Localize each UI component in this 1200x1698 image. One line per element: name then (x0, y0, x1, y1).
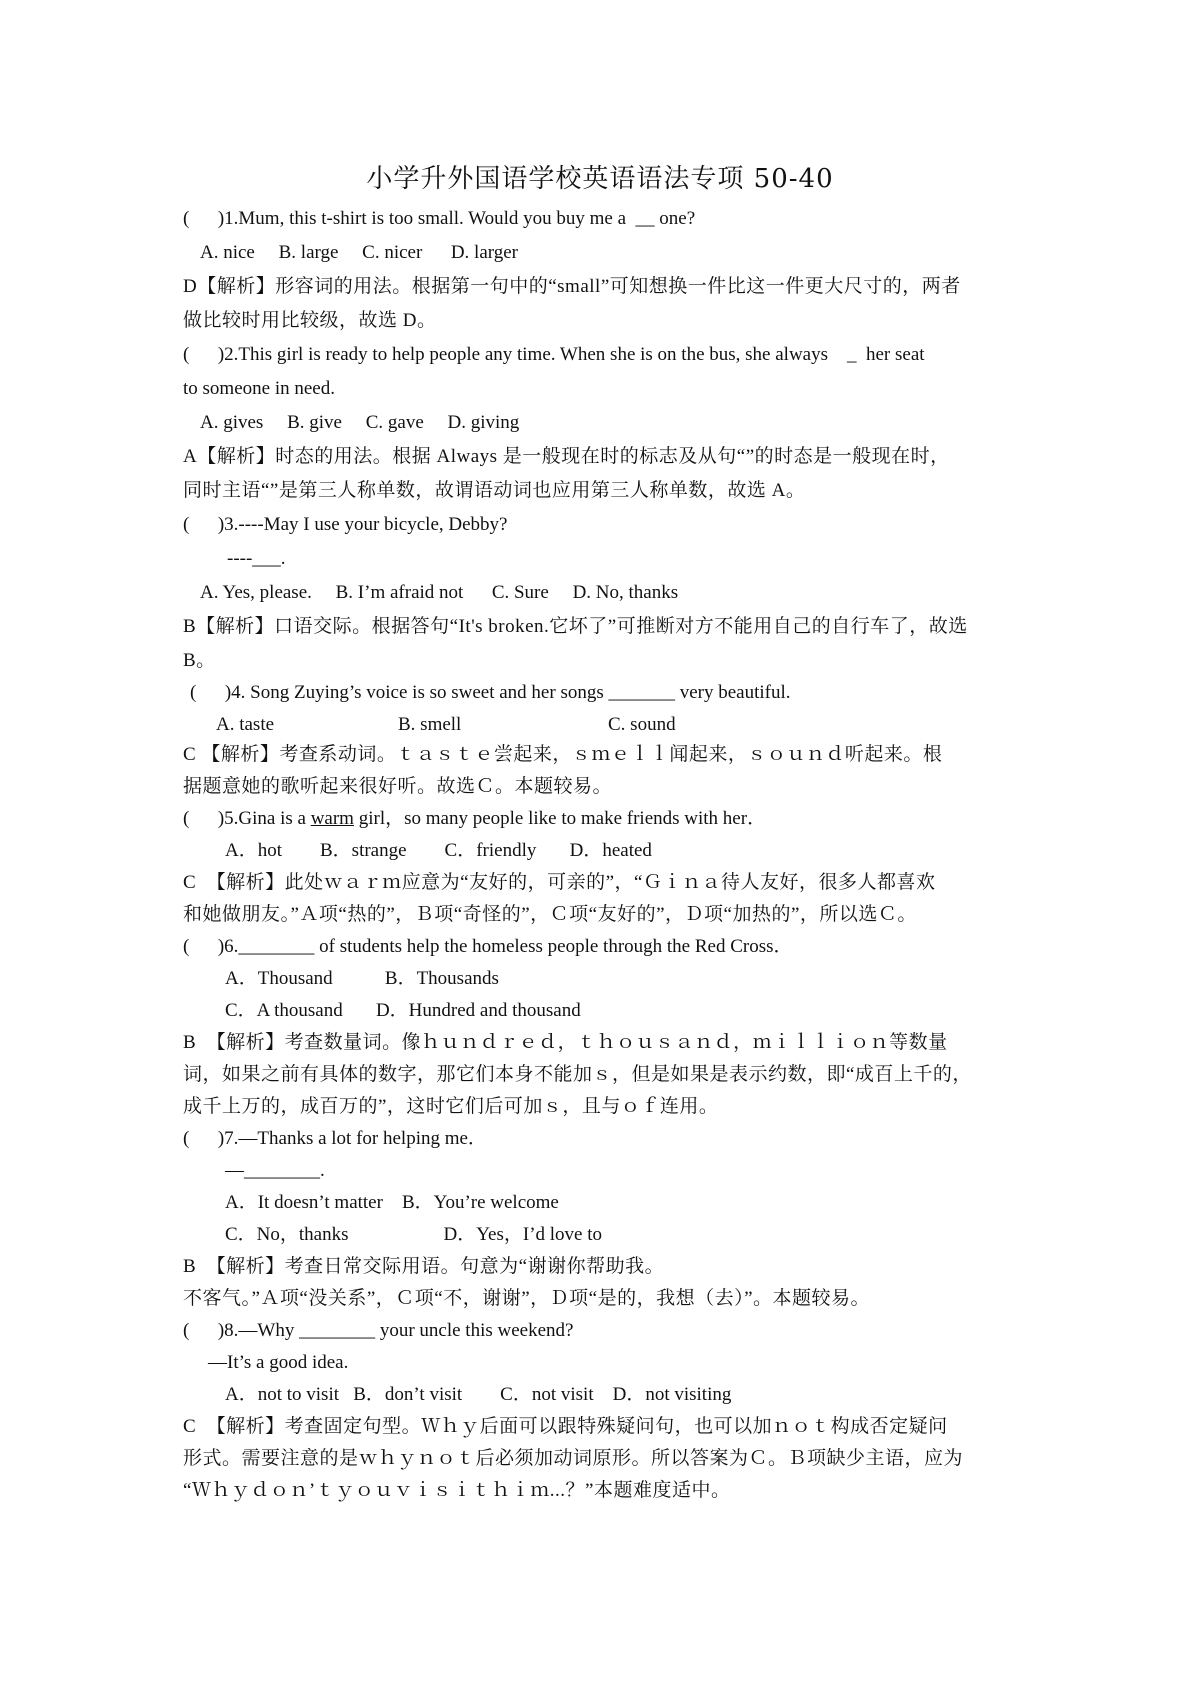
question-2-options: A. gives B. give C. gave D. giving (200, 412, 520, 433)
question-1: ( )1.Mum, this t-shirt is too small. Would you buy me a __ one? (183, 208, 696, 229)
question-7-answer-blank: —________. (225, 1160, 325, 1181)
question-3-analysis-line-1: B【解析】口语交际。根据答句“It's broken.它坏了”可推断对方不能用自己的自行车了，故选 (183, 616, 968, 637)
question-6-options-row-1: A．Thousand B．Thousands (225, 968, 499, 989)
question-8-analysis-line-3: “Ｗｈｙｄｏｎ’ｔｙｏｕｖｉｓｉｔｈｉｍ...？”本题难度适中。 (183, 1480, 731, 1501)
question-5-text-end: girl，so many people like to make friends with her． (353, 808, 767, 829)
question-8-analysis-line-1: C 【解析】考查固定句型。Ｗｈｙ后面可以跟特殊疑问句，也可以加ｎｏｔ构成否定疑问 (183, 1416, 948, 1437)
question-8: ( )8.—Why ________ your uncle this weekend? (183, 1320, 574, 1341)
question-4: ( )4. Song Zuying’s voice is so sweet and her songs _______ very beautiful. (190, 682, 791, 703)
question-5-options: A．hot B．strange C．friendly D．heated (225, 840, 652, 861)
page-title: 小学升外国语学校英语语法专项 50-40 (366, 164, 834, 194)
question-7-analysis-line-1: B 【解析】考查日常交际用语。句意为“谢谢你帮助我。 (183, 1256, 665, 1277)
question-4-analysis-line-2: 据题意她的歌听起来很好听。故选Ｃ。本题较易。 (183, 776, 613, 797)
question-2-analysis-line-2: 同时主语“”是第三人称单数，故谓语动词也应用第三人称单数，故选 A。 (183, 480, 806, 501)
question-7-options-row-1: A．It doesn’t matter B．You’re welcome (225, 1192, 559, 1213)
question-3-answer-blank: ----___. (227, 548, 286, 569)
question-5-underlined-word: warm (310, 808, 354, 829)
question-6-analysis-line-2: 词，如果之前有具体的数字，那它们本身不能加ｓ，但是如果是表示约数，即“成百上千的， (183, 1064, 972, 1085)
question-7: ( )7.—Thanks a lot for helping me． (183, 1128, 487, 1149)
question-2-continued: to someone in need. (183, 378, 335, 399)
question-5-text-start: ( )5.Gina is a (183, 808, 311, 829)
question-7-options-row-2: C．No，thanks D．Yes，I’d love to (225, 1224, 603, 1245)
question-3-options: A. Yes, please. B. I’m afraid not C. Sure D. No, thanks (200, 582, 679, 603)
question-4-option-c: C. sound (608, 714, 676, 735)
question-6: ( )6.________ of students help the homeless people through the Red Cross． (183, 936, 793, 957)
question-6-analysis-line-3: 成千上万的，成百万的”，这时它们后可加ｓ，且与ｏｆ连用。 (183, 1096, 719, 1117)
question-4-analysis-line-1: C 【解析】考查系动词。ｔａｓｔｅ尝起来，ｓｍｅｌｌ闻起来，ｓｏｕｎｄ听起来。根 (183, 744, 943, 765)
question-7-analysis-line-2: 不客气。”Ａ项“没关系”，Ｃ项“不，谢谢”，Ｄ项“是的，我想（去）”。本题较易。 (183, 1288, 871, 1309)
question-6-analysis-line-1: B 【解析】考查数量词。像ｈｕｎｄｒｅｄ，ｔｈｏｕｓａｎｄ，ｍｉｌｌｉｏｎ等数量 (183, 1032, 948, 1053)
question-8-analysis-line-2: 形式。需要注意的是ｗｈｙｎｏｔ后必须加动词原形。所以答案为Ｃ。Ｂ项缺少主语，应为 (183, 1448, 964, 1469)
question-5-analysis-line-2: 和她做朋友。”Ａ项“热的”，Ｂ项“奇怪的”，Ｃ项“友好的”，Ｄ项“加热的”，所以选Ｃ。 (183, 904, 917, 925)
question-5 (183, 807, 766, 831)
question-8-response: —It’s a good idea. (208, 1352, 349, 1373)
question-4-option-b: B. smell (398, 714, 462, 735)
question-1-options: A. nice B. large C. nicer D. larger (200, 242, 518, 263)
question-2: ( )2.This girl is ready to help people any time. When she is on the bus, she always _ her seat (183, 344, 925, 365)
question-1-analysis-line-2: 做比较时用比较级，故选 D。 (183, 310, 437, 331)
question-4-option-a: A. taste (216, 714, 275, 735)
question-5-analysis-line-1: C 【解析】此处ｗａｒｍ应意为“友好的，可亲的”，“Ｇｉｎａ待人友好，很多人都喜欢 (183, 872, 936, 893)
question-8-options: A．not to visit B．don’t visit C．not visit D．not visiting (225, 1384, 732, 1405)
question-3: ( )3.----May I use your bicycle, Debby? (183, 514, 508, 535)
question-1-analysis-line-1: D【解析】形容词的用法。根据第一句中的“small”可知想换一件比这一件更大尺寸的，两者 (183, 276, 961, 297)
question-3-analysis-line-2: B。 (183, 650, 216, 671)
question-2-analysis-line-1: A【解析】时态的用法。根据 Always 是一般现在时的标志及从句“”的时态是一般现在时， (183, 446, 950, 467)
question-6-options-row-2: C．A thousand D．Hundred and thousand (225, 1000, 581, 1021)
